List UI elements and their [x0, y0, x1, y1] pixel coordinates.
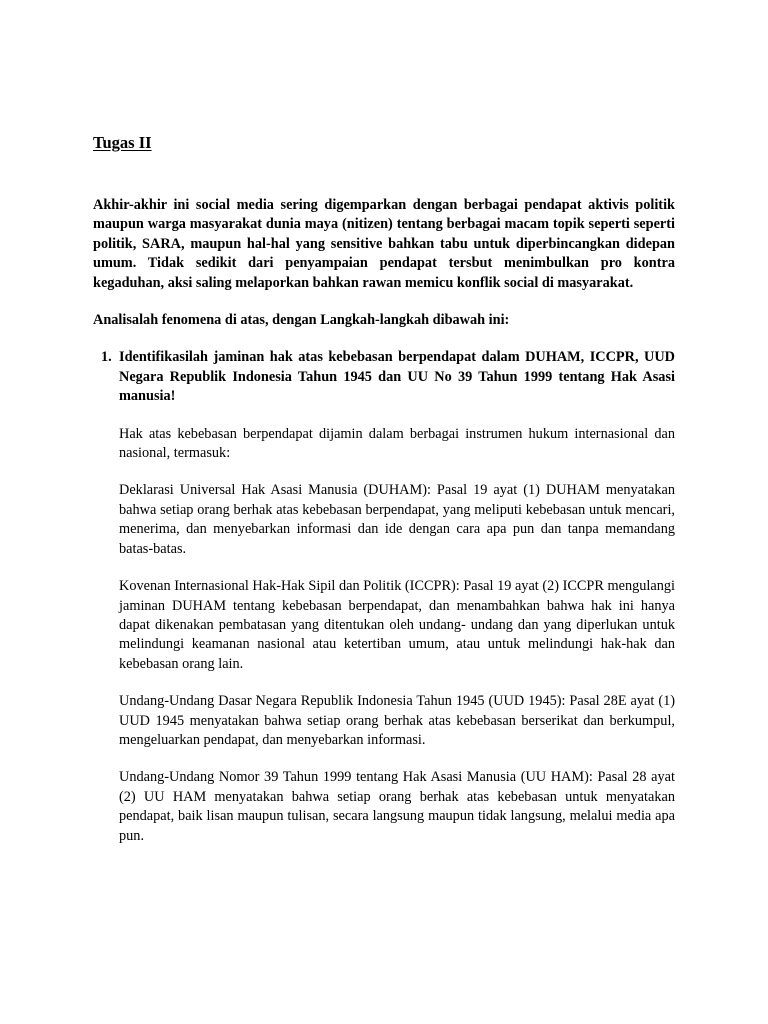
- answer-paragraph-uu-ham: Undang-Undang Nomor 39 Tahun 1999 tentang Hak Asasi Manusia (UU HAM): Pasal 28 ayat (2) UU HAM menyatakan bahwa setiap orang berhak atas kebebasan untuk menyatakan pendapat, baik lisan maupun tulisan, secara langsung maupun tidak langsung, melalui media apa pun.: [119, 769, 675, 844]
- answer-paragraph-uud-1945: Undang-Undang Dasar Negara Republik Indonesia Tahun 1945 (UUD 1945): Pasal 28E ayat (1) UUD 1945 menyatakan bahwa setiap orang berhak atas kebebasan berserikat dan berkumpul, mengeluarkan pendapat, dan menyebarkan informasi.: [119, 693, 675, 748]
- question-list: [93, 348, 675, 846]
- answer-paragraph-iccpr: Kovenan Internasional Hak-Hak Sipil dan Politik (ICCPR): Pasal 19 ayat (2) ICCPR mengulangi jaminan DUHAM tentang kebebasan berpendapat, dan menambahkan bahwa hak ini hanya dapat dikenakan pembatasan yang ditentukan oleh undang- undang dan yang diperlukan untuk melindungi keamanan nasional atau ketertiban umum, atau untuk melindungi hak-hak dan kebebasan orang lain.: [119, 578, 675, 672]
- document-title: Tugas II: [93, 133, 152, 152]
- answer-paragraph-duham: Deklarasi Universal Hak Asasi Manusia (DUHAM): Pasal 19 ayat (1) DUHAM menyatakan bahwa setiap orang berhak atas kebebasan berpendapat, yang meliputi kebebasan untuk mencari, menerima, dan menyebarkan informasi dan ide dengan cara apa pun dan tanpa memandang batas-batas.: [119, 482, 675, 557]
- instruction-text: Analisalah fenomena di atas, dengan Langkah-langkah dibawah ini:: [93, 312, 510, 329]
- answer-paragraph-intro: Hak atas kebebasan berpendapat dijamin dalam berbagai instrumen hukum internasional dan nasional, termasuk:: [119, 425, 675, 462]
- question-item-1: [93, 348, 675, 846]
- document-page: [93, 133, 675, 846]
- intro-paragraph: Akhir-akhir ini social media sering digemparkan dengan berbagai pendapat aktivis politik maupun warga masyarakat dunia maya (nitizen) tentang berbagai macam topik seperti seperti politik, SARA, maupun hal-hal yang sensitive bahkan tabu untuk diperbincangkan didepan umum. Tidak sedikit dari penyampaian pendapat tersbut menimbulkan pro kontra kegaduhan, aksi saling melaporkan bahkan rawan memicu konflik social di masyarakat.: [93, 197, 675, 291]
- question-heading: Identifikasilah jaminan hak atas kebebasan berpendapat dalam DUHAM, ICCPR, UUD Negara Republik Indonesia Tahun 1945 dan UU No 39 Tahun 1999 tentang Hak Asasi manusia!: [119, 349, 675, 405]
- question-number: 1.: [101, 349, 112, 366]
